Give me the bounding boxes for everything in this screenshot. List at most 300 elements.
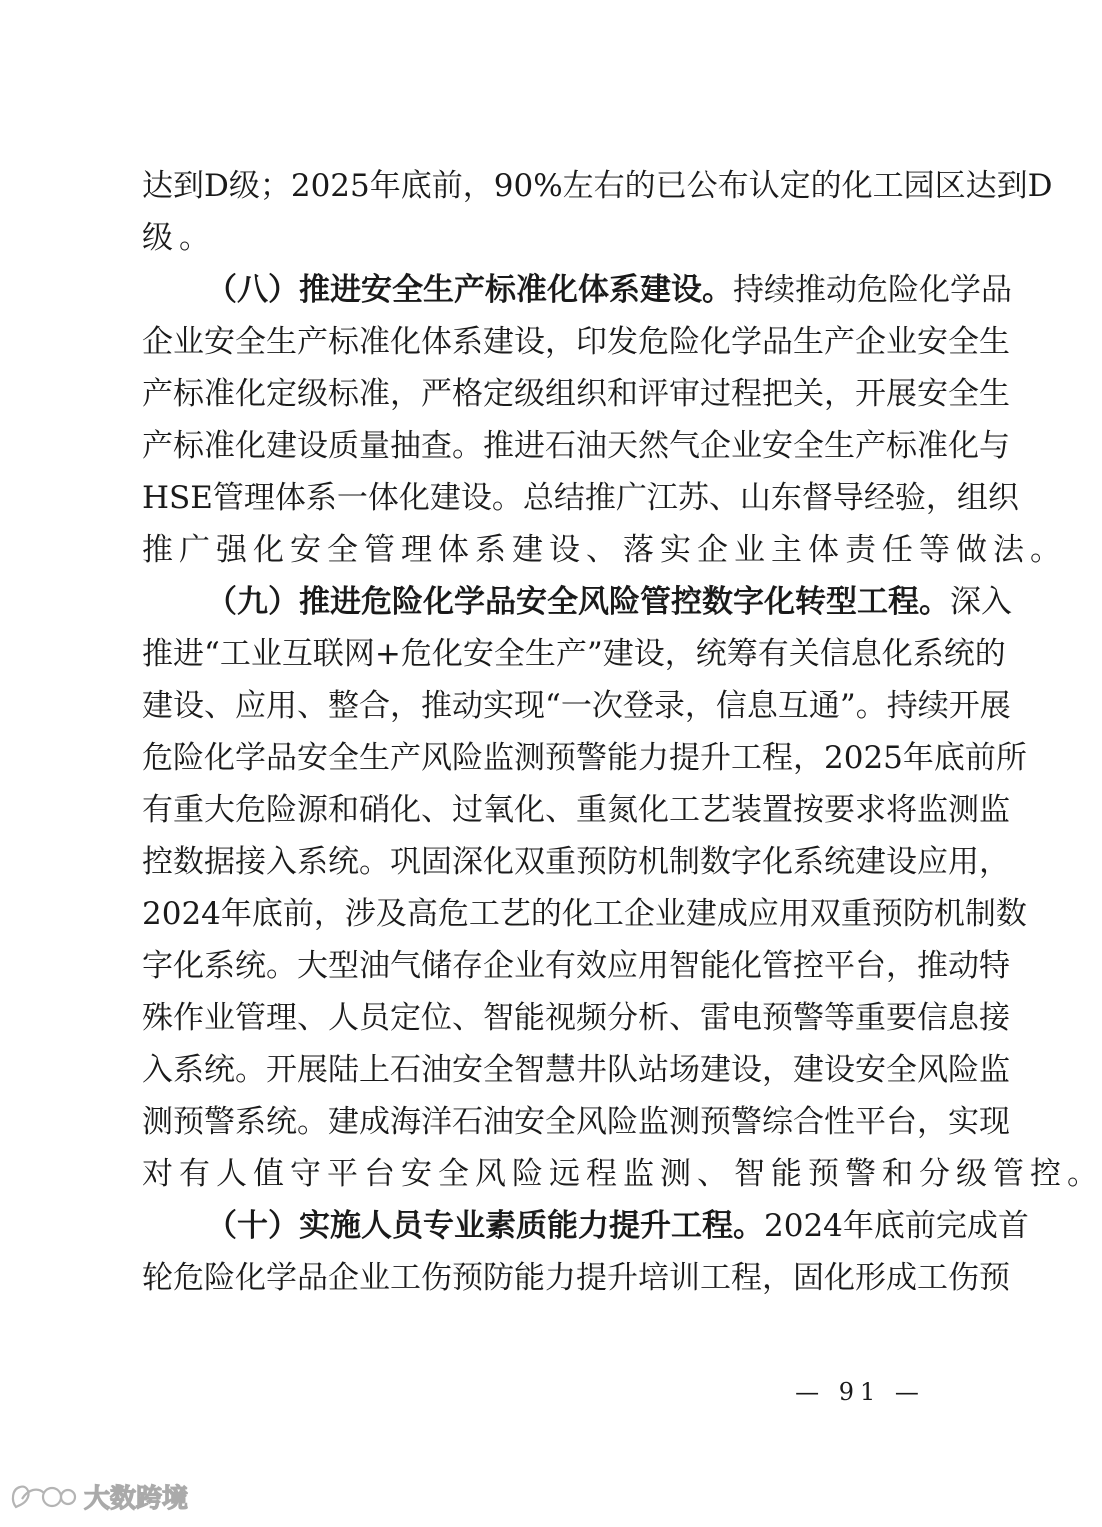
glyph: 管	[235, 1000, 266, 1036]
heading-glyph: 系	[609, 272, 640, 308]
glyph: 全	[948, 324, 979, 360]
glyph: 系	[204, 948, 235, 984]
glyph: 测	[660, 1156, 695, 1192]
glyph: 有	[757, 636, 789, 672]
glyph: 化	[700, 324, 731, 360]
heading-glyph: 数	[702, 584, 733, 620]
glyph: 险	[266, 792, 297, 828]
glyph: 生	[266, 324, 297, 360]
heading-glyph: 程	[702, 1208, 733, 1244]
glyph: 化	[390, 324, 421, 360]
brand-logo-icon	[8, 1479, 78, 1515]
glyph: 力	[638, 740, 669, 776]
glyph: 气	[669, 428, 700, 464]
glyph: 生	[979, 324, 1010, 360]
glyph: 用	[266, 688, 297, 724]
heading-glyph: 推	[299, 272, 330, 308]
glyph: D	[204, 168, 229, 204]
glyph: 视	[545, 1000, 576, 1036]
glyph: 开	[266, 1052, 297, 1088]
glyph: 到	[996, 168, 1028, 204]
glyph: 系	[305, 480, 337, 516]
glyph: 及	[375, 896, 407, 932]
glyph: 系	[297, 844, 328, 880]
glyph: 防	[483, 1260, 514, 1296]
heading-glyph: 能	[547, 1208, 578, 1244]
glyph: 险	[512, 1156, 547, 1192]
glyph: 对	[142, 1156, 177, 1192]
glyph: 企	[623, 896, 655, 932]
glyph: ，	[762, 1052, 793, 1088]
glyph: 有	[179, 1156, 214, 1192]
text-line	[142, 1148, 1102, 1200]
glyph: 、	[297, 1000, 328, 1036]
glyph: 统	[824, 844, 855, 880]
glyph: 队	[607, 1052, 638, 1088]
text-line	[142, 1252, 1010, 1304]
heading-glyph: （	[206, 584, 237, 620]
glyph: 体	[808, 532, 843, 568]
glyph: 殊	[142, 1000, 173, 1036]
text-line	[142, 732, 1027, 784]
glyph: 危	[638, 324, 669, 360]
glyph: 用	[778, 896, 810, 932]
glyph: 达	[965, 168, 997, 204]
heading-glyph: 控	[671, 584, 702, 620]
glyph: 全	[327, 532, 362, 568]
text-line	[142, 420, 1010, 472]
glyph: 培	[638, 1260, 669, 1296]
glyph: 安	[290, 532, 325, 568]
glyph: 测	[514, 740, 545, 776]
heading-glyph: 全	[547, 584, 578, 620]
glyph: 全	[886, 1052, 917, 1088]
glyph: 。	[1030, 532, 1065, 568]
glyph: 台	[364, 1156, 399, 1192]
glyph: 建	[855, 844, 886, 880]
glyph: 左	[562, 168, 594, 204]
glyph: 生	[524, 636, 556, 672]
glyph: 2025	[824, 740, 903, 776]
glyph: 化	[514, 792, 545, 828]
glyph: 体	[438, 532, 473, 568]
glyph: 置	[762, 792, 793, 828]
glyph: 织	[987, 480, 1019, 516]
heading-glyph: 实	[299, 1208, 330, 1244]
glyph: ，	[793, 740, 824, 776]
heading-glyph: 风	[578, 584, 609, 620]
glyph: 理	[266, 1000, 297, 1036]
glyph: 推	[917, 948, 948, 984]
heading-glyph: 工	[671, 1208, 702, 1244]
glyph: 通	[808, 688, 840, 724]
glyph: 化	[824, 1260, 855, 1296]
watermark-text: 大数跨境	[84, 1484, 189, 1514]
glyph: 录	[653, 688, 685, 724]
glyph: 联	[312, 636, 344, 672]
glyph: 化	[398, 480, 430, 516]
glyph: 年	[220, 896, 252, 932]
glyph: 建	[328, 1104, 359, 1140]
glyph: 组	[956, 480, 988, 516]
heading-glyph: 字	[733, 584, 764, 620]
heading-glyph: 十	[237, 1208, 268, 1244]
glyph: 重	[173, 792, 204, 828]
glyph: 广	[179, 532, 214, 568]
glyph: 化	[731, 948, 762, 984]
glyph: 过	[452, 792, 483, 828]
glyph: 展	[297, 1052, 328, 1088]
glyph: 标	[328, 324, 359, 360]
glyph: 进	[173, 636, 204, 672]
glyph: 油	[576, 428, 607, 464]
glyph: 慧	[545, 1052, 576, 1088]
glyph: 有	[142, 792, 173, 828]
glyph: 装	[731, 792, 762, 828]
glyph: 织	[576, 376, 607, 412]
glyph: 警	[793, 1000, 824, 1036]
section-heading-line	[142, 1200, 1029, 1252]
glyph: 伤	[948, 1260, 979, 1296]
glyph: 、	[545, 792, 576, 828]
glyph: 经	[863, 480, 895, 516]
glyph: 险	[204, 1260, 235, 1296]
glyph: 陆	[328, 1052, 359, 1088]
glyph: ，	[762, 1260, 793, 1296]
glyph: 氮	[607, 792, 638, 828]
glyph: 风	[917, 1052, 948, 1088]
glyph: ，	[886, 948, 917, 984]
text-line	[142, 628, 1006, 680]
glyph: 信	[819, 636, 851, 672]
glyph: 巩	[390, 844, 421, 880]
glyph: 工	[917, 1260, 948, 1296]
glyph: 前	[431, 168, 463, 204]
glyph: 涉	[344, 896, 376, 932]
glyph: 。	[855, 688, 887, 724]
glyph: 深	[452, 844, 483, 880]
text-line	[142, 316, 1010, 368]
text-line	[142, 836, 1010, 888]
glyph: 布	[717, 168, 749, 204]
glyph: 统	[943, 636, 975, 672]
glyph: 成	[716, 896, 748, 932]
heading-glyph: 安	[516, 584, 547, 620]
glyph: 应	[747, 896, 779, 932]
glyph: 续	[917, 688, 949, 724]
glyph: 场	[669, 1052, 700, 1088]
glyph: 江	[646, 480, 678, 516]
glyph: 工	[669, 792, 700, 828]
glyph: 整	[328, 688, 359, 724]
glyph: 工	[731, 740, 762, 776]
glyph: 数	[700, 844, 731, 880]
glyph: 安	[462, 636, 494, 672]
glyph: 生	[359, 740, 390, 776]
glyph: 特	[979, 948, 1010, 984]
heading-glyph: 员	[392, 1208, 423, 1244]
glyph: 油	[483, 1104, 514, 1140]
glyph: 字	[731, 844, 762, 880]
glyph: ，	[917, 1104, 948, 1140]
heading-glyph: 专	[423, 1208, 454, 1244]
glyph: 评	[638, 376, 669, 412]
glyph: 业	[654, 896, 686, 932]
glyph: 人	[216, 1156, 251, 1192]
glyph: ，	[824, 376, 855, 412]
glyph: 储	[421, 948, 452, 984]
glyph: 系	[912, 636, 944, 672]
glyph: 筹	[726, 636, 758, 672]
glyph: 抽	[390, 428, 421, 464]
glyph: 息	[948, 1000, 979, 1036]
glyph: 进	[514, 428, 545, 464]
glyph: 艺	[700, 792, 731, 828]
glyph: 接	[235, 844, 266, 880]
glyph: 持	[733, 272, 764, 308]
glyph: 推	[142, 636, 173, 672]
heading-glyph: 提	[609, 1208, 640, 1244]
glyph: 实	[660, 532, 695, 568]
glyph: 化	[919, 272, 950, 308]
heading-glyph: 化	[764, 584, 795, 620]
glyph: 能	[607, 740, 638, 776]
glyph: 安	[514, 1104, 545, 1140]
glyph: 警	[576, 740, 607, 776]
glyph: 工	[700, 1260, 731, 1296]
text-line	[142, 160, 1053, 212]
glyph: 级	[956, 1156, 991, 1192]
glyph: 安	[855, 1052, 886, 1088]
glyph: 企	[328, 1260, 359, 1296]
glyph: 智	[514, 1052, 545, 1088]
glyph: 建	[483, 324, 514, 360]
glyph: 主	[771, 532, 806, 568]
glyph: 据	[204, 844, 235, 880]
glyph: 预	[452, 1260, 483, 1296]
heading-glyph: 设	[671, 272, 702, 308]
glyph: 预	[545, 740, 576, 776]
glyph: 安	[297, 740, 328, 776]
glyph: 按	[793, 792, 824, 828]
glyph: 险	[173, 740, 204, 776]
glyph: 化	[235, 1260, 266, 1296]
glyph: 产	[142, 428, 173, 464]
glyph: 高	[406, 896, 438, 932]
glyph: 学	[950, 272, 981, 308]
glyph: 统	[695, 636, 727, 672]
glyph: 频	[576, 1000, 607, 1036]
glyph: 底	[873, 1208, 905, 1244]
glyph: 预	[808, 1156, 843, 1192]
glyph: 要	[886, 1000, 917, 1036]
glyph: 全	[235, 324, 266, 360]
glyph: 系	[235, 1104, 266, 1140]
glyph: 预	[700, 1104, 731, 1140]
glyph: 双	[809, 896, 841, 932]
glyph: ”	[839, 688, 856, 724]
glyph: 监	[979, 1052, 1010, 1088]
glyph: 管	[993, 1156, 1028, 1192]
glyph: 电	[731, 1000, 762, 1036]
glyph: 上	[359, 1052, 390, 1088]
heading-glyph: 业	[454, 1208, 485, 1244]
glyph: 合	[793, 1104, 824, 1140]
glyph: 底	[251, 896, 283, 932]
glyph: 、	[586, 532, 621, 568]
glyph: 前	[282, 896, 314, 932]
glyph: 天	[607, 428, 638, 464]
glyph: 统	[266, 1104, 297, 1140]
glyph: “	[545, 688, 561, 724]
glyph: 建	[512, 532, 547, 568]
glyph: 的	[810, 168, 842, 204]
heading-glyph: 型	[826, 584, 857, 620]
glyph: 生	[979, 376, 1010, 412]
glyph: 总	[522, 480, 554, 516]
glyph: 系	[475, 532, 510, 568]
text-line	[142, 992, 1010, 1044]
glyph: 将	[886, 792, 917, 828]
glyph: 关	[793, 376, 824, 412]
glyph: 完	[935, 1208, 967, 1244]
glyph: 体	[367, 480, 399, 516]
glyph: 法	[993, 532, 1028, 568]
glyph: 工	[468, 896, 500, 932]
glyph: 品	[297, 1260, 328, 1296]
glyph: 登	[622, 688, 654, 724]
glyph: 发	[607, 324, 638, 360]
heading-glyph: 准	[516, 272, 547, 308]
glyph: 台	[886, 1104, 917, 1140]
glyph: 化	[235, 428, 266, 464]
glyph: 和	[328, 792, 359, 828]
heading-glyph: 升	[640, 1208, 671, 1244]
glyph: 建	[793, 1052, 824, 1088]
heading-glyph: 标	[485, 272, 516, 308]
glyph: 位	[421, 1000, 452, 1036]
glyph: 年	[842, 1208, 874, 1244]
glyph: 。	[491, 480, 523, 516]
glyph: 一	[560, 688, 592, 724]
heading-glyph: 建	[640, 272, 671, 308]
glyph: 准	[359, 324, 390, 360]
glyph: 建	[429, 480, 461, 516]
glyph: 雷	[700, 1000, 731, 1036]
glyph: 生	[793, 324, 824, 360]
glyph: 工	[390, 1260, 421, 1296]
glyph: 信	[715, 688, 747, 724]
glyph: 危	[142, 740, 173, 776]
glyph: 石	[390, 1052, 421, 1088]
glyph: 工	[219, 636, 251, 672]
glyph: 升	[607, 1260, 638, 1296]
glyph: 企	[142, 324, 173, 360]
glyph: 化	[561, 896, 593, 932]
glyph: 系	[173, 1052, 204, 1088]
glyph: 、	[669, 1000, 700, 1036]
glyph: 苏	[677, 480, 709, 516]
glyph: 大	[204, 792, 235, 828]
glyph: 能	[771, 1156, 806, 1192]
glyph: 网	[343, 636, 375, 672]
glyph: 设	[633, 636, 665, 672]
glyph: 安	[401, 1156, 436, 1192]
section-heading-line	[142, 264, 1012, 316]
glyph: 控	[793, 948, 824, 984]
glyph: 预	[576, 844, 607, 880]
glyph: 准	[917, 428, 948, 464]
glyph: 预	[979, 1260, 1010, 1296]
glyph: 机	[933, 896, 965, 932]
glyph: 制	[964, 896, 996, 932]
glyph: 全	[483, 1052, 514, 1088]
glyph: 现	[979, 1104, 1010, 1140]
glyph: 区	[934, 168, 966, 204]
glyph: 东	[770, 480, 802, 516]
glyph: 和	[882, 1156, 917, 1192]
glyph: 监	[483, 740, 514, 776]
glyph: 化	[173, 948, 204, 984]
glyph: 建	[700, 1052, 731, 1088]
heading-glyph: 人	[361, 1208, 392, 1244]
glyph: 做	[956, 532, 991, 568]
glyph: 入	[142, 1052, 173, 1088]
glyph: 字	[142, 948, 173, 984]
glyph: 理	[401, 532, 436, 568]
glyph: 成	[886, 1260, 917, 1296]
glyph: 警	[731, 1104, 762, 1140]
glyph: 双	[514, 844, 545, 880]
glyph: 过	[700, 376, 731, 412]
text-line	[142, 1044, 1010, 1096]
heading-glyph: 险	[609, 584, 640, 620]
text-line	[142, 472, 1019, 524]
glyph: 用	[948, 844, 979, 880]
glyph: 入	[266, 844, 297, 880]
glyph: 建	[685, 896, 717, 932]
heading-glyph: 工	[857, 584, 888, 620]
glyph: 。	[235, 1052, 266, 1088]
glyph: “	[204, 636, 220, 672]
glyph: 石	[452, 1104, 483, 1140]
glyph: 油	[359, 948, 390, 984]
glyph: ，	[313, 896, 345, 932]
glyph: 质	[328, 428, 359, 464]
glyph: 设	[731, 1052, 762, 1088]
glyph: 重	[840, 896, 872, 932]
glyph: 统	[204, 1052, 235, 1088]
glyph: 底	[400, 168, 432, 204]
glyph: 续	[764, 272, 795, 308]
glyph: 化	[483, 844, 514, 880]
heading-glyph: 。	[733, 1208, 764, 1244]
glyph: ，	[545, 324, 576, 360]
glyph: 入	[981, 584, 1012, 620]
glyph: 防	[607, 844, 638, 880]
glyph: 等	[919, 532, 954, 568]
glyph: 人	[328, 1000, 359, 1036]
glyph: ，	[664, 636, 696, 672]
glyph: 强	[216, 532, 251, 568]
glyph: 、	[204, 688, 235, 724]
heading-glyph: （	[206, 1208, 237, 1244]
glyph: 组	[545, 376, 576, 412]
heading-glyph: 进	[330, 584, 361, 620]
glyph: 机	[638, 844, 669, 880]
glyph: 应	[235, 688, 266, 724]
glyph: HSE	[142, 480, 213, 516]
